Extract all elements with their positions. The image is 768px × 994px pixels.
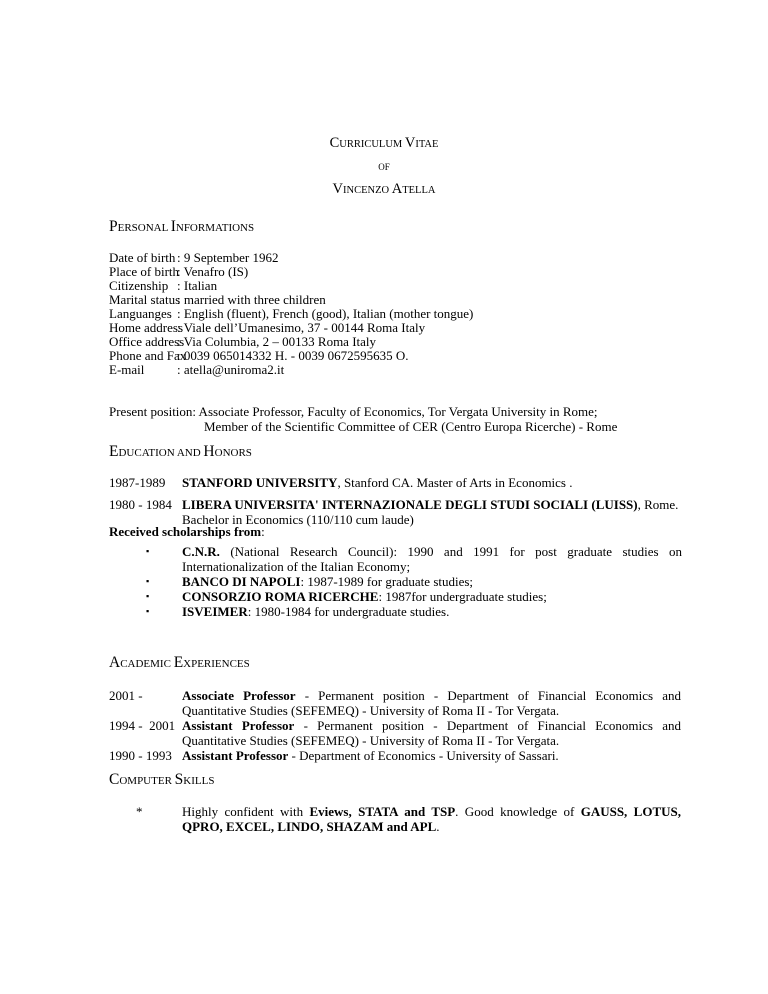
list-item: 1994 - 2001 Assistant Professor - Permanent position - Department of Financial Economics and Quantitative Studies (SEFEMEQ) - University of Roma II - Tor Vergata. <box>109 718 682 748</box>
title-line-2: OF <box>378 162 390 172</box>
title-line-3: VINCENZO ATELLA <box>332 181 436 197</box>
bullet-icon: ▪ <box>146 591 150 601</box>
academic-list <box>109 688 681 763</box>
info-row: Home address : Viale dell’Umanesimo, 37 - 00144 Roma Italy <box>109 320 426 335</box>
list-item: ▪ BANCO DI NAPOLI: 1987-1989 for graduate studies; <box>146 574 474 589</box>
section-title-computer: COMPUTER SKILLS <box>109 771 215 788</box>
list-item: ▪ C.N.R. (National Research Council): 1990 and 1991 for post graduate studies on Internationalization of the Italian Economy; <box>146 544 682 574</box>
info-row: Office address : Via Columbia, 2 – 00133 Roma Italy <box>109 334 377 349</box>
cv-title <box>0 132 768 201</box>
section-title-personal: PERSONAL INFORMATIONS <box>109 218 255 235</box>
education-entry: 1980 - 1984 LIBERA UNIVERSITA' INTERNAZIONALE DEGLI STUDI SOCIALI (LUISS), Rome. Bachelor in Economics (110/110 cum laude) <box>109 497 679 527</box>
info-row: Citizenship : Italian <box>109 278 218 293</box>
bullet-icon: ▪ <box>146 576 150 586</box>
present-position: Present position: Associate Professor, Faculty of Economics, Tor Vergata University in Rome; Member of the Scientific Committee of CER (Centro Europa Ricerche) - Rome <box>109 404 618 434</box>
list-item: ▪ ISVEIMER: 1980-1984 for undergraduate studies. <box>146 604 450 619</box>
list-item: 2001 - Associate Professor - Permanent position - Department of Financial Economics and Quantitative Studies (SEFEMEQ) - University of Roma II - Tor Vergata. <box>109 688 682 718</box>
scholarships-list <box>146 544 682 619</box>
info-row: Place of birth : Venafro (IS) <box>109 264 249 279</box>
scholarships-label: Received scholarships from: <box>109 524 265 539</box>
info-row: Phone and Fax : 0039 065014332 H. - 0039 0672595635 O. <box>109 348 409 363</box>
title-line-1: CURRICULUM VITAE <box>329 135 439 151</box>
bullet-icon: ▪ <box>146 606 150 616</box>
section-title-academic: ACADEMIC EXPERIENCES <box>109 654 250 671</box>
list-item: ▪ CONSORZIO ROMA RICERCHE: 1987for undergraduate studies; <box>146 589 547 604</box>
asterisk-icon: * <box>136 804 143 819</box>
personal-info-table <box>109 251 473 377</box>
info-row: Date of birth : 9 September 1962 <box>109 250 279 265</box>
info-row: E-mail : atella@uniroma2.it <box>109 362 285 377</box>
list-item: 1990 - 1993 Assistant Professor - Department of Economics - University of Sassari. <box>109 748 559 763</box>
computer-skills: * Highly confident with Eviews, STATA and TSP. Good knowledge of GAUSS, LOTUS, QPRO, EXCEL, LINDO, SHAZAM and APL. <box>109 804 681 834</box>
section-title-education: EDUCATION AND HONORS <box>109 443 252 460</box>
bullet-icon: ▪ <box>146 546 150 556</box>
education-entry: 1987-1989 STANFORD UNIVERSITY, Stanford CA. Master of Arts in Economics . <box>109 475 573 490</box>
info-row: Languanges : English (fluent), French (good), Italian (mother tongue) <box>109 306 474 321</box>
info-row: Marital status : married with three children <box>109 292 326 307</box>
